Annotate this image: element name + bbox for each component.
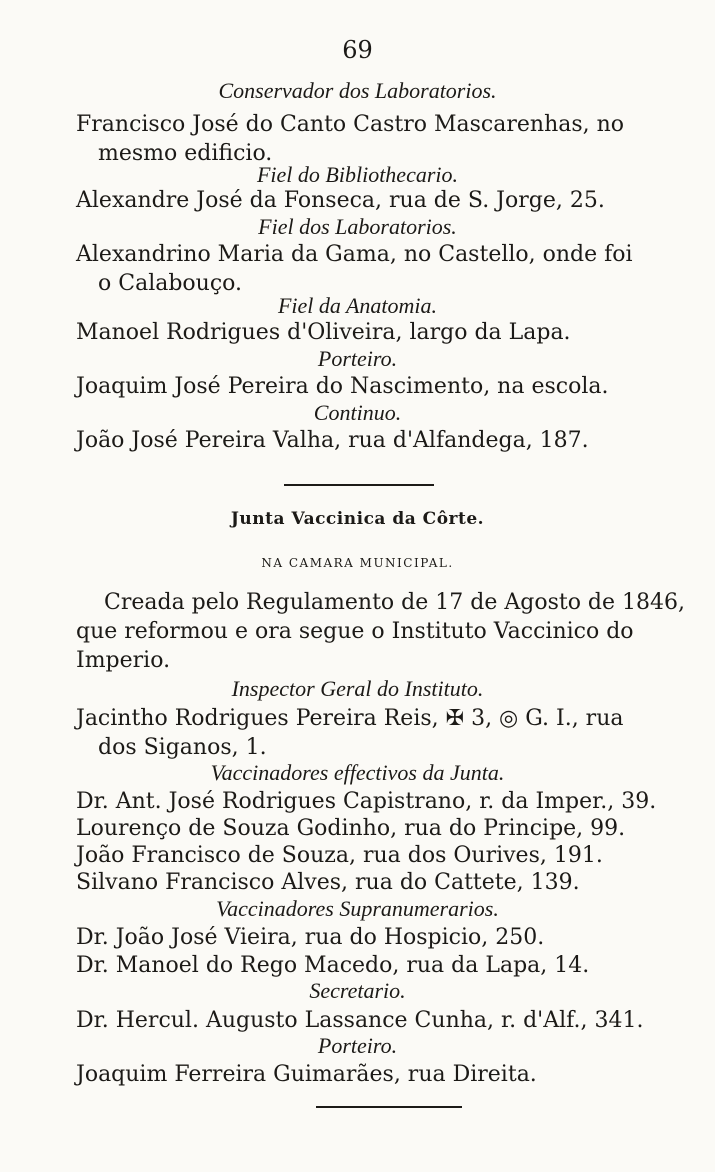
entry-line: Jacintho Rodrigues Pereira Reis, ✠ 3, ◎ G. I., rua: [76, 706, 624, 731]
heading-porteiro: Porteiro.: [317, 346, 398, 371]
heading-fiel-anatomia: Fiel da Anatomia.: [277, 293, 438, 318]
heading-continuo: Continuo.: [313, 400, 402, 425]
entry-anatomia: Manoel Rodrigues d'Oliveira, largo da Lapa.: [76, 320, 571, 345]
entry-line: Francisco José do Canto Castro Mascarenhas, no: [76, 112, 625, 137]
entry-line: mesmo edificio.: [98, 141, 273, 166]
paragraph-line: que reformou e ora segue o Instituto Vaccinico do: [76, 619, 634, 644]
entry-line: Alexandrino Maria da Gama, no Castello, onde foi: [76, 242, 633, 267]
heading-porteiro-2: Porteiro.: [317, 1033, 398, 1058]
section-subtitle: NA CAMARA MUNICIPAL.: [261, 556, 454, 570]
entry-porteiro-2: Joaquim Ferreira Guimarães, rua Direita.: [76, 1062, 537, 1087]
entry-vaccinador: João Francisco de Souza, rua dos Ourives, 191.: [76, 843, 603, 868]
entry-vaccinador: Dr. Ant. José Rodrigues Capistrano, r. da Imper., 39.: [76, 789, 657, 814]
entry-continuo: João José Pereira Valha, rua d'Alfandega, 187.: [76, 428, 589, 453]
entry-vaccinador: Silvano Francisco Alves, rua do Cattete, 139.: [76, 870, 580, 895]
heading-fiel-bibliothecario: Fiel do Bibliothecario.: [256, 162, 459, 187]
entry-porteiro: Joaquim José Pereira do Nascimento, na escola.: [76, 374, 609, 399]
paragraph-line: Creada pelo Regulamento de 17 de Agosto de 1846,: [104, 590, 686, 615]
divider-rule: [316, 1106, 462, 1108]
heading-inspector: Inspector Geral do Instituto.: [231, 676, 484, 701]
divider-rule: [284, 484, 434, 486]
entry-vaccinador: Lourenço de Souza Godinho, rua do Principe, 99.: [76, 816, 626, 841]
entry-laboratorios: [76, 240, 676, 298]
page-number: 69: [342, 36, 373, 64]
entry-bibliothecario: Alexandre José da Fonseca, rua de S. Jorge, 25.: [76, 188, 605, 213]
heading-secretario: Secretario.: [309, 978, 406, 1003]
heading-conservador: Conservador dos Laboratorios.: [218, 78, 497, 103]
entry-inspector: [76, 704, 676, 762]
entry-supranumerario: Dr. João José Vieira, rua do Hospicio, 250.: [76, 925, 545, 950]
heading-vaccinadores: Vaccinadores effectivos da Junta.: [210, 760, 505, 785]
entry-line: o Calabouço.: [98, 271, 243, 296]
section-title: Junta Vaccinica da Côrte.: [230, 509, 485, 529]
entry-line: dos Siganos, 1.: [98, 735, 267, 760]
heading-fiel-laboratorios: Fiel dos Laboratorios.: [258, 214, 457, 239]
heading-supranumerarios: Vaccinadores Supranumerarios.: [216, 896, 499, 921]
intro-paragraph: [76, 588, 686, 675]
entry-secretario: Dr. Hercul. Augusto Lassance Cunha, r. d'Alf., 341.: [76, 1008, 644, 1033]
paragraph-line: Imperio.: [76, 648, 171, 673]
entry-conservador: [76, 110, 676, 168]
entry-supranumerario: Dr. Manoel do Rego Macedo, rua da Lapa, 14.: [76, 953, 590, 978]
